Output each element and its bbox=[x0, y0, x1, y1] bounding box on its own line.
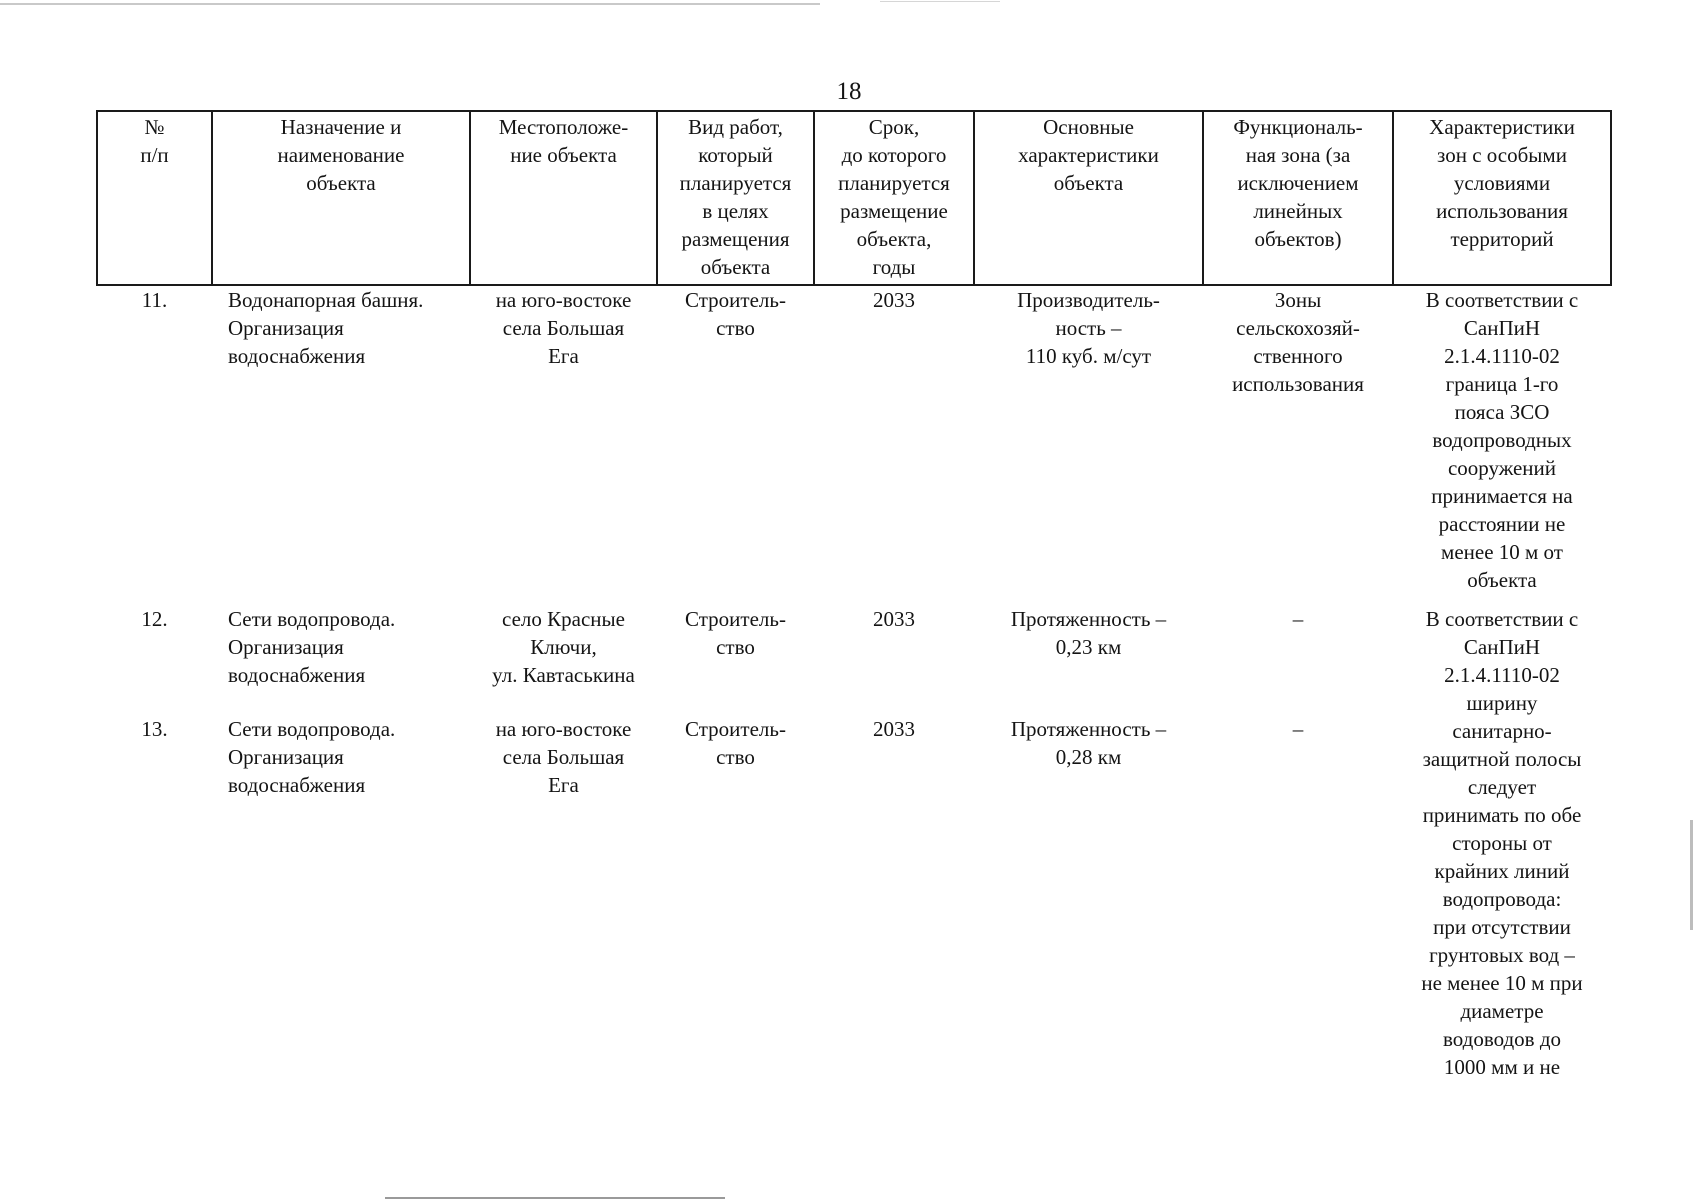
cell-number: 12. bbox=[141, 607, 168, 631]
header-name: Назначение и наименование объекта bbox=[212, 111, 470, 285]
scan-artifact-line bbox=[0, 3, 820, 5]
cell-deadline: 2033 bbox=[873, 717, 915, 741]
page-number: 18 bbox=[836, 78, 862, 105]
table-row bbox=[97, 285, 1611, 605]
cell-characteristics: Протяженность – 0,23 км bbox=[1010, 607, 1167, 659]
cell-special-zone: В соответствии с СанПиН 2.1.4.1110-02 граница 1-го пояса ЗСО водопроводных сооружений принимается на расстоянии не менее 10 м от объекта bbox=[1425, 288, 1579, 592]
cell-number: 13. bbox=[141, 717, 168, 741]
cell-work-type: Строитель- ство bbox=[685, 607, 786, 659]
scan-artifact-edge bbox=[1690, 820, 1693, 930]
cell-functional-zone: – bbox=[1292, 717, 1304, 741]
header-deadline: Срок, до которого планируется размещение объекта, годы bbox=[814, 111, 974, 285]
header-location: Местоположе- ние объекта bbox=[470, 111, 657, 285]
cell-functional-zone: Зоны сельскохозяй- ственного использования bbox=[1232, 288, 1364, 396]
cell-deadline: 2033 bbox=[873, 288, 915, 312]
header-functional-zone: Функциональ- ная зона (за исключением линейных объектов) bbox=[1203, 111, 1393, 285]
cell-name: Водонапорная башня. Организация водоснабжения bbox=[228, 288, 424, 368]
cell-deadline: 2033 bbox=[873, 607, 915, 631]
cell-number: 11. bbox=[141, 288, 168, 312]
planning-objects-table bbox=[96, 110, 1612, 1081]
cell-work-type: Строитель- ство bbox=[685, 717, 786, 769]
scan-artifact-line bbox=[880, 1, 1000, 2]
header-number: № п/п bbox=[97, 111, 212, 285]
header-special-zone: Характеристики зон с особыми условиями использования территорий bbox=[1393, 111, 1611, 285]
cell-location: село Красные Ключи, ул. Кавтаськина bbox=[492, 607, 635, 687]
header-characteristics: Основные характеристики объекта bbox=[974, 111, 1203, 285]
cell-characteristics: Протяженность – 0,28 км bbox=[1010, 717, 1167, 769]
cell-location: на юго-востоке села Большая Ега bbox=[495, 717, 632, 797]
scan-artifact-line bbox=[385, 1197, 725, 1199]
cell-work-type: Строитель- ство bbox=[685, 288, 786, 340]
header-work-type: Вид работ, который планируется в целях размещения объекта bbox=[657, 111, 814, 285]
cell-special-zone: В соответствии с СанПиН 2.1.4.1110-02 ширину санитарно- защитной полосы следует принимать по обе стороны от крайних линий водопровода: при отсутствии грунтовых вод – не менее 10 м при диаметре водоводов до 1000 мм и не bbox=[1421, 607, 1583, 1079]
cell-name: Сети водопровода. Организация водоснабжения bbox=[228, 717, 396, 797]
cell-location: на юго-востоке села Большая Ега bbox=[495, 288, 632, 368]
cell-characteristics: Производитель- ность – 110 куб. м/сут bbox=[1017, 288, 1160, 368]
table-row bbox=[97, 605, 1611, 715]
cell-functional-zone: – bbox=[1292, 607, 1304, 631]
table-header bbox=[97, 111, 1611, 285]
table-body bbox=[97, 285, 1611, 1081]
table-row bbox=[97, 715, 1611, 1081]
header-row bbox=[97, 111, 1611, 285]
cell-name: Сети водопровода. Организация водоснабжения bbox=[228, 607, 396, 687]
